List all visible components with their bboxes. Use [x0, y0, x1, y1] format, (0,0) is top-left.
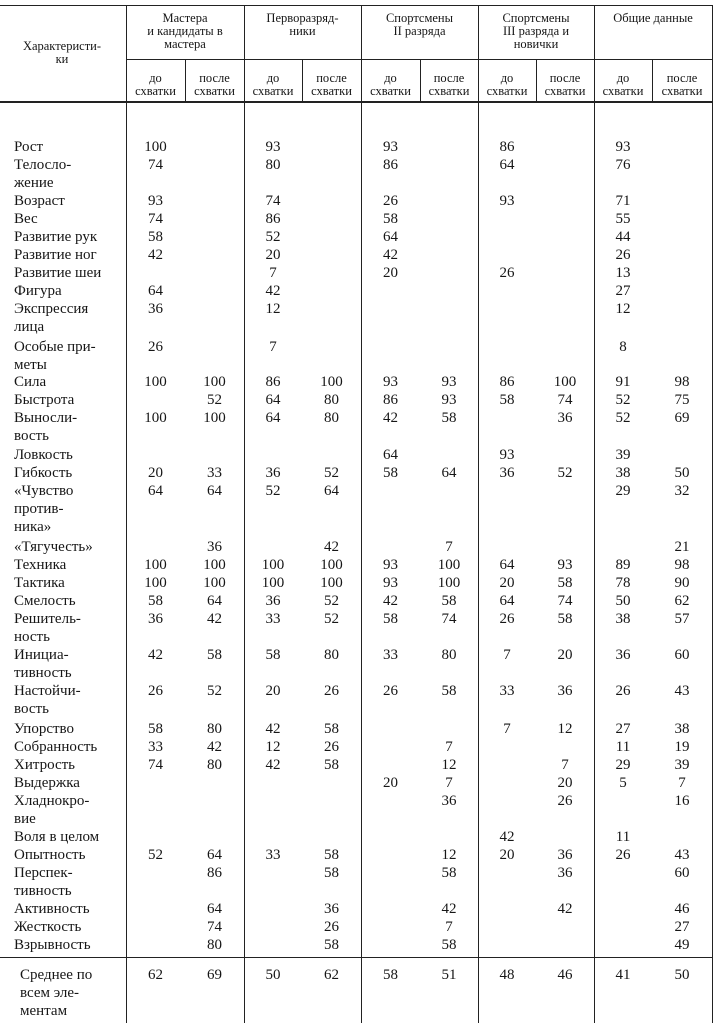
value-cell: 98	[674, 374, 690, 390]
value-cell: 36	[615, 647, 631, 663]
summary-value: 46	[557, 967, 573, 983]
value-cell: 58	[383, 611, 398, 627]
value-cell: 100	[320, 557, 343, 573]
value-cell: 58	[148, 229, 163, 245]
value-cell: 33	[148, 739, 163, 755]
summary-rule	[0, 957, 712, 958]
value-cell: 7	[445, 539, 453, 555]
value-cell: 46	[674, 901, 690, 917]
row-label: Выносли- вость	[14, 410, 78, 444]
value-cell: 100	[144, 557, 167, 573]
before-bout-header: до схватки	[252, 71, 294, 98]
row-label: Техника	[14, 557, 67, 573]
value-cell: 27	[674, 919, 690, 935]
value-cell: 42	[383, 593, 398, 609]
value-cell: 64	[499, 157, 515, 173]
value-cell: 100	[203, 410, 226, 426]
value-cell: 36	[324, 901, 339, 917]
value-cell: 7	[561, 757, 569, 773]
row-label: Вес	[14, 211, 38, 227]
value-cell: 26	[324, 683, 339, 699]
value-cell: 26	[499, 265, 515, 281]
value-cell: 86	[383, 392, 398, 408]
value-cell: 33	[207, 465, 222, 481]
value-cell: 90	[674, 575, 690, 591]
value-cell: 36	[557, 410, 573, 426]
value-cell: 100	[203, 575, 226, 591]
value-cell: 58	[383, 465, 398, 481]
row-label: Гибкость	[14, 465, 73, 481]
summary-value: 69	[207, 967, 222, 983]
value-cell: 86	[383, 157, 398, 173]
value-cell: 55	[615, 211, 631, 227]
value-cell: 93	[383, 374, 398, 390]
characteristics-header: Характеристи- ки	[22, 39, 102, 66]
value-cell: 36	[557, 865, 573, 881]
value-cell: 26	[615, 847, 631, 863]
value-cell: 20	[499, 847, 515, 863]
value-cell: 38	[615, 465, 631, 481]
value-cell: 26	[557, 793, 573, 809]
value-cell: 93	[383, 139, 398, 155]
value-cell: 26	[324, 739, 339, 755]
value-cell: 58	[557, 611, 573, 627]
value-cell: 64	[383, 447, 398, 463]
value-cell: 42	[265, 757, 281, 773]
value-cell: 7	[445, 919, 453, 935]
value-cell: 58	[441, 865, 457, 881]
value-cell: 93	[557, 557, 573, 573]
value-cell: 100	[320, 575, 343, 591]
value-cell: 64	[499, 593, 515, 609]
value-cell: 39	[615, 447, 631, 463]
value-cell: 36	[441, 793, 457, 809]
value-cell: 64	[148, 283, 163, 299]
value-cell: 13	[615, 265, 631, 281]
value-cell: 86	[265, 374, 281, 390]
value-cell: 52	[207, 683, 222, 699]
value-cell: 42	[557, 901, 573, 917]
row-label: Тактика	[14, 575, 65, 591]
value-cell: 100	[144, 575, 167, 591]
value-cell: 64	[207, 847, 222, 863]
value-cell: 8	[619, 339, 627, 355]
value-cell: 50	[674, 465, 690, 481]
value-cell: 42	[265, 283, 281, 299]
value-cell: 29	[615, 483, 631, 499]
value-cell: 74	[557, 593, 573, 609]
value-cell: 26	[148, 683, 163, 699]
value-cell: 98	[674, 557, 690, 573]
value-cell: 74	[265, 193, 281, 209]
value-cell: 80	[265, 157, 281, 173]
value-cell: 20	[557, 775, 573, 791]
value-cell: 36	[148, 611, 163, 627]
after-bout-header: после схватки	[544, 71, 586, 98]
value-cell: 58	[441, 593, 457, 609]
after-bout-header: после схватки	[194, 71, 235, 98]
value-cell: 42	[324, 539, 339, 555]
value-cell: 93	[383, 557, 398, 573]
value-cell: 52	[615, 410, 631, 426]
value-cell: 7	[269, 339, 277, 355]
value-cell: 60	[674, 647, 690, 663]
value-cell: 52	[207, 392, 222, 408]
row-label: Инициа- тивность	[14, 647, 72, 681]
value-cell: 64	[148, 483, 163, 499]
value-cell: 20	[383, 265, 398, 281]
value-cell: 86	[265, 211, 281, 227]
value-cell: 52	[324, 593, 339, 609]
value-cell: 36	[265, 593, 281, 609]
row-label: Хладнокро- вие	[14, 793, 90, 827]
value-cell: 74	[557, 392, 573, 408]
value-cell: 20	[499, 575, 515, 591]
summary-value: 58	[383, 967, 398, 983]
value-cell: 36	[207, 539, 222, 555]
value-cell: 52	[324, 465, 339, 481]
value-cell: 69	[674, 410, 690, 426]
row-label: Развитие рук	[14, 229, 98, 245]
group-header-5: Общие данные	[613, 11, 693, 25]
value-cell: 42	[148, 247, 163, 263]
value-cell: 74	[148, 211, 163, 227]
row-label: Жесткость	[14, 919, 82, 935]
vline-right	[712, 5, 713, 1023]
value-cell: 11	[615, 829, 631, 845]
value-cell: 64	[441, 465, 457, 481]
value-cell: 86	[499, 374, 515, 390]
value-cell: 100	[203, 557, 226, 573]
value-cell: 64	[265, 410, 281, 426]
value-cell: 58	[441, 410, 457, 426]
before-bout-header: до схватки	[135, 71, 176, 98]
value-cell: 42	[383, 247, 398, 263]
value-cell: 33	[265, 611, 281, 627]
value-cell: 58	[207, 647, 222, 663]
value-cell: 52	[265, 483, 281, 499]
row-label: Хитрость	[14, 757, 76, 773]
value-cell: 74	[207, 919, 222, 935]
row-label: Развитие шеи	[14, 265, 102, 281]
row-label: Ловкость	[14, 447, 73, 463]
value-cell: 26	[383, 193, 398, 209]
row-label: Развитие ног	[14, 247, 97, 263]
value-cell: 36	[557, 847, 573, 863]
group-header-2: Перворазряд- ники	[266, 11, 339, 38]
value-cell: 16	[674, 793, 690, 809]
group-header-4: Спортсмены III разряда и новички	[502, 11, 570, 51]
row-label: Настойчи- вость	[14, 683, 81, 717]
value-cell: 86	[207, 865, 222, 881]
summary-value: 62	[324, 967, 339, 983]
group-rule	[126, 59, 712, 60]
before-bout-header: до схватки	[370, 71, 411, 98]
group-header-3: Спортсмены II разряда	[385, 11, 454, 38]
value-cell: 11	[615, 739, 631, 755]
value-cell: 64	[207, 483, 222, 499]
value-cell: 20	[265, 247, 281, 263]
value-cell: 74	[148, 157, 163, 173]
value-cell: 21	[674, 539, 690, 555]
header-rule	[0, 101, 712, 103]
value-cell: 58	[324, 937, 339, 953]
value-cell: 58	[383, 211, 398, 227]
value-cell: 26	[615, 683, 631, 699]
value-cell: 27	[615, 283, 631, 299]
value-cell: 36	[557, 683, 573, 699]
summary-value: 51	[441, 967, 457, 983]
row-label: Упорство	[14, 721, 75, 737]
row-label: Собранность	[14, 739, 98, 755]
value-cell: 80	[207, 937, 222, 953]
value-cell: 78	[615, 575, 631, 591]
row-label: Перспек- тивность	[14, 865, 73, 899]
value-cell: 58	[148, 721, 163, 737]
value-cell: 29	[615, 757, 631, 773]
value-cell: 100	[261, 557, 285, 573]
row-label: Выдержка	[14, 775, 80, 791]
value-cell: 89	[615, 557, 631, 573]
value-cell: 20	[557, 647, 573, 663]
value-cell: 80	[441, 647, 457, 663]
value-cell: 80	[207, 757, 222, 773]
value-cell: 43	[674, 847, 690, 863]
value-cell: 42	[207, 739, 222, 755]
value-cell: 42	[207, 611, 222, 627]
value-cell: 58	[324, 865, 339, 881]
value-cell: 38	[615, 611, 631, 627]
value-cell: 64	[499, 557, 515, 573]
value-cell: 26	[499, 611, 515, 627]
value-cell: 7	[269, 265, 277, 281]
row-label: Воля в целом	[14, 829, 100, 845]
value-cell: 58	[557, 575, 573, 591]
value-cell: 12	[265, 301, 281, 317]
value-cell: 12	[265, 739, 281, 755]
value-cell: 100	[203, 374, 226, 390]
value-cell: 42	[148, 647, 163, 663]
value-cell: 52	[148, 847, 163, 863]
value-cell: 100	[437, 557, 461, 573]
row-label: Смелость	[14, 593, 76, 609]
row-label: «Чувство против- ника»	[14, 483, 74, 535]
value-cell: 58	[324, 757, 339, 773]
value-cell: 93	[615, 139, 631, 155]
value-cell: 60	[674, 865, 690, 881]
value-cell: 58	[441, 937, 457, 953]
value-cell: 75	[674, 392, 690, 408]
row-label: Возраст	[14, 193, 65, 209]
row-label: Быстрота	[14, 392, 75, 408]
value-cell: 26	[383, 683, 398, 699]
value-cell: 52	[557, 465, 573, 481]
value-cell: 7	[503, 721, 511, 737]
group-header-1: Мастера и кандидаты в мастера	[147, 11, 223, 51]
value-cell: 58	[324, 847, 339, 863]
value-cell: 50	[615, 593, 631, 609]
value-cell: 12	[441, 757, 457, 773]
value-cell: 12	[557, 721, 573, 737]
value-cell: 26	[324, 919, 339, 935]
row-label: Сила	[14, 374, 47, 390]
value-cell: 36	[265, 465, 281, 481]
value-cell: 76	[615, 157, 631, 173]
value-cell: 26	[615, 247, 631, 263]
value-cell: 100	[144, 374, 167, 390]
value-cell: 80	[324, 392, 339, 408]
value-cell: 39	[674, 757, 690, 773]
value-cell: 42	[441, 901, 457, 917]
value-cell: 91	[615, 374, 631, 390]
value-cell: 100	[320, 374, 343, 390]
row-label: «Тягучесть»	[14, 539, 93, 555]
value-cell: 44	[615, 229, 631, 245]
value-cell: 36	[148, 301, 163, 317]
value-cell: 80	[324, 647, 339, 663]
before-bout-header: до схватки	[602, 71, 644, 98]
value-cell: 52	[615, 392, 631, 408]
row-label: Экспрессия лица	[14, 301, 89, 335]
value-cell: 38	[674, 721, 690, 737]
value-cell: 62	[674, 593, 690, 609]
value-cell: 57	[674, 611, 690, 627]
value-cell: 93	[383, 575, 398, 591]
value-cell: 26	[148, 339, 163, 355]
row-label: Решитель- ность	[14, 611, 81, 645]
value-cell: 20	[383, 775, 398, 791]
value-cell: 42	[499, 829, 515, 845]
value-cell: 100	[437, 575, 461, 591]
before-bout-header: до схватки	[486, 71, 528, 98]
value-cell: 7	[445, 739, 453, 755]
value-cell: 74	[148, 757, 163, 773]
value-cell: 52	[265, 229, 281, 245]
after-bout-header: после схватки	[428, 71, 470, 98]
value-cell: 74	[441, 611, 457, 627]
after-bout-header: после схватки	[311, 71, 352, 98]
value-cell: 58	[499, 392, 515, 408]
row-label: Фигура	[14, 283, 62, 299]
value-cell: 100	[144, 139, 167, 155]
value-cell: 12	[615, 301, 631, 317]
value-cell: 58	[265, 647, 281, 663]
value-cell: 27	[615, 721, 631, 737]
value-cell: 64	[324, 483, 339, 499]
value-cell: 58	[441, 683, 457, 699]
value-cell: 7	[503, 647, 511, 663]
value-cell: 43	[674, 683, 690, 699]
value-cell: 33	[499, 683, 515, 699]
summary-value: 50	[265, 967, 281, 983]
value-cell: 80	[324, 410, 339, 426]
value-cell: 93	[499, 193, 515, 209]
value-cell: 93	[441, 392, 457, 408]
value-cell: 7	[445, 775, 453, 791]
value-cell: 42	[383, 410, 398, 426]
value-cell: 7	[678, 775, 686, 791]
value-cell: 100	[553, 374, 577, 390]
value-cell: 12	[441, 847, 457, 863]
value-cell: 86	[499, 139, 515, 155]
row-label: Опытность	[14, 847, 86, 863]
value-cell: 42	[265, 721, 281, 737]
row-label: Активность	[14, 901, 90, 917]
value-cell: 93	[148, 193, 163, 209]
value-cell: 32	[674, 483, 690, 499]
value-cell: 19	[674, 739, 690, 755]
value-cell: 64	[265, 392, 281, 408]
value-cell: 93	[441, 374, 457, 390]
row-label: Рост	[14, 139, 44, 155]
value-cell: 58	[324, 721, 339, 737]
summary-value: 62	[148, 967, 163, 983]
row-label: Взрывность	[14, 937, 91, 953]
value-cell: 33	[383, 647, 398, 663]
summary-label: Среднее по всем эле- ментам	[20, 967, 93, 1019]
value-cell: 36	[499, 465, 515, 481]
summary-value: 41	[615, 967, 631, 983]
summary-value: 50	[674, 967, 690, 983]
after-bout-header: после схватки	[661, 71, 703, 98]
summary-value: 48	[499, 967, 515, 983]
value-cell: 52	[324, 611, 339, 627]
value-cell: 93	[265, 139, 281, 155]
value-cell: 20	[265, 683, 281, 699]
row-label: Особые при- меты	[14, 339, 96, 373]
value-cell: 80	[207, 721, 222, 737]
value-cell: 100	[144, 410, 167, 426]
value-cell: 58	[148, 593, 163, 609]
value-cell: 20	[148, 465, 163, 481]
value-cell: 64	[207, 901, 222, 917]
value-cell: 49	[674, 937, 690, 953]
value-cell: 33	[265, 847, 281, 863]
top-rule	[0, 5, 712, 6]
value-cell: 93	[499, 447, 515, 463]
value-cell: 71	[615, 193, 631, 209]
row-label: Телосло- жение	[14, 157, 72, 191]
value-cell: 5	[619, 775, 627, 791]
value-cell: 100	[261, 575, 285, 591]
value-cell: 64	[383, 229, 398, 245]
value-cell: 64	[207, 593, 222, 609]
